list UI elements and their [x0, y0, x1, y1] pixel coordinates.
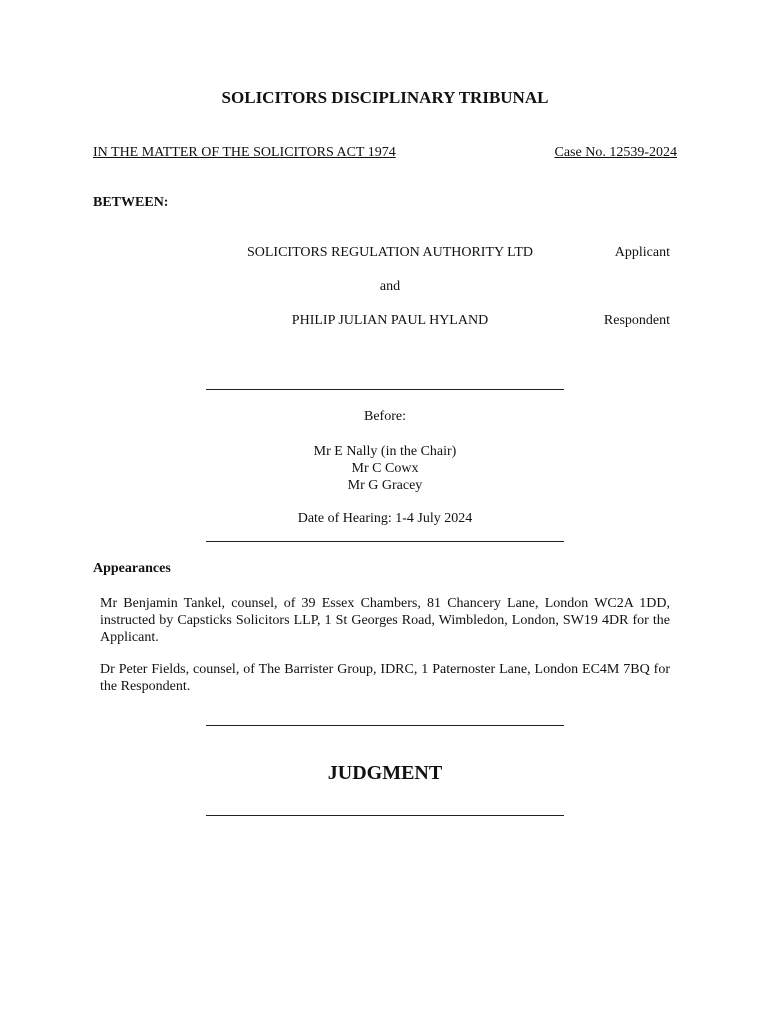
divider-line: [206, 815, 564, 816]
applicant-name: SOLICITORS REGULATION AUTHORITY LTD: [246, 245, 534, 260]
case-number: Case No. 12539-2024: [554, 145, 677, 160]
respondent-counsel-paragraph: Dr Peter Fields, counsel, of The Barrister Group, IDRC, 1 Paternoster Lane, London EC4M 7BQ for the Respondent.: [100, 662, 670, 694]
applicant-counsel-paragraph: Mr Benjamin Tankel, counsel, of 39 Essex Chambers, 81 Chancery Lane, London WC2A 1DD, instructed by Capsticks Solicitors LLP, 1 St Georges Road, Wimbledon, London, SW19 4DR for the Applicant.: [100, 596, 670, 645]
panel-member-chair: Mr E Nally (in the Chair): [313, 444, 457, 459]
panel-member: Mr C Cowx: [351, 461, 419, 476]
divider-line: [206, 725, 564, 726]
before-label: Before:: [364, 409, 406, 424]
between-label: BETWEEN:: [93, 195, 169, 210]
divider-line: [206, 389, 564, 390]
parties-conjunction: and: [379, 279, 401, 294]
panel-member: Mr G Gracey: [347, 478, 423, 493]
hearing-date: Date of Hearing: 1-4 July 2024: [297, 511, 473, 526]
divider-line: [206, 541, 564, 542]
tribunal-title: SOLICITORS DISCIPLINARY TRIBUNAL: [221, 88, 549, 107]
matter-heading: IN THE MATTER OF THE SOLICITORS ACT 1974: [93, 145, 396, 160]
respondent-role: Respondent: [603, 313, 670, 328]
judgment-heading: JUDGMENT: [327, 762, 443, 784]
panel-members: [0, 443, 770, 494]
appearances-heading: Appearances: [93, 561, 171, 576]
applicant-role: Applicant: [614, 245, 670, 260]
respondent-name: PHILIP JULIAN PAUL HYLAND: [291, 313, 489, 328]
